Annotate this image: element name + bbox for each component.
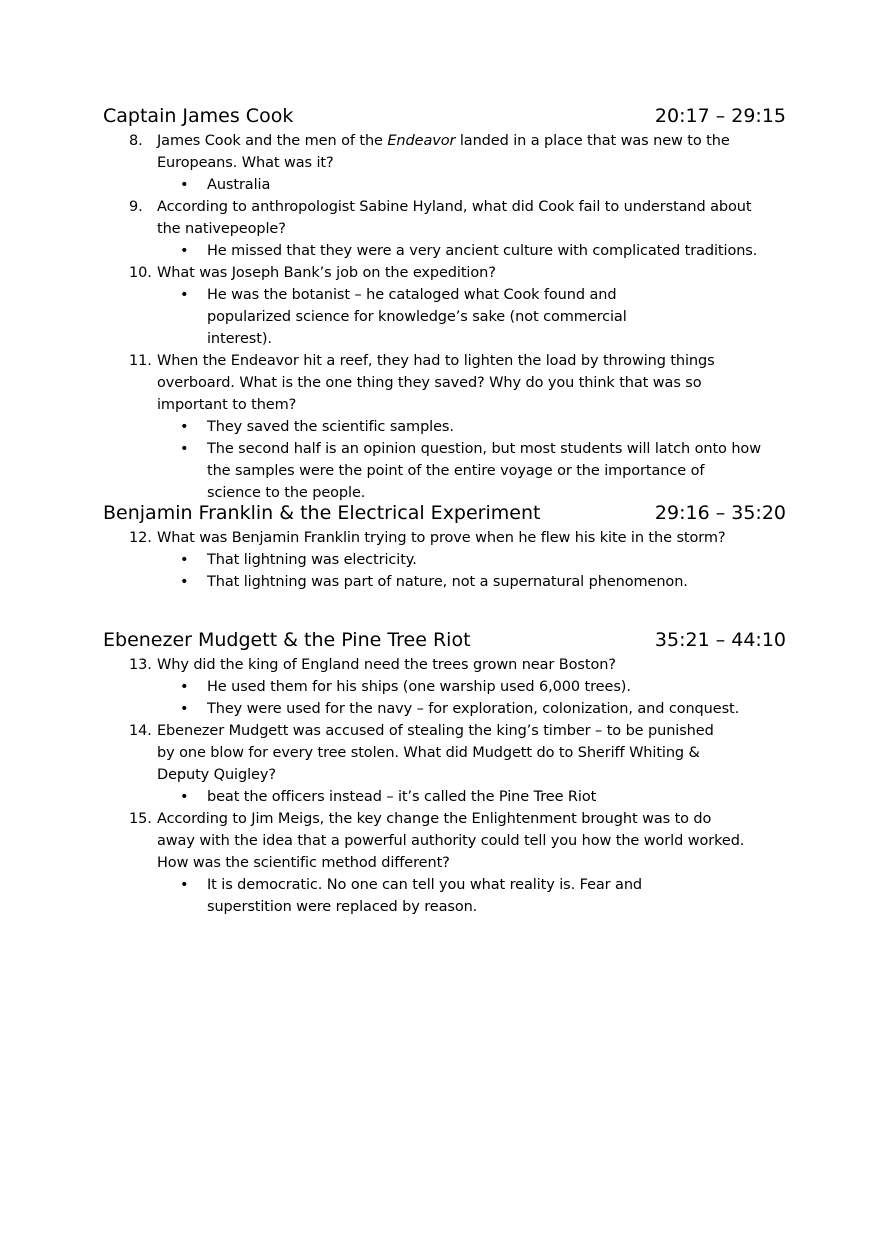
question-13 <box>0 654 757 676</box>
answer-bullet <box>0 416 767 438</box>
bullet-icon: • <box>180 679 189 695</box>
bullet-icon: • <box>180 419 189 435</box>
bullet-icon: • <box>180 552 189 568</box>
bullet-icon: • <box>180 287 189 303</box>
section-title: Ebenezer Mudgett & the Pine Tree Riot <box>103 629 471 651</box>
answer-bullet <box>0 284 677 350</box>
question-number: 14. <box>129 723 152 739</box>
question-11 <box>0 350 767 416</box>
answer-bullet <box>0 571 767 593</box>
answer-bullet <box>0 676 767 698</box>
section-timestamp: 35:21 – 44:10 <box>654 629 786 651</box>
section-timestamp: 20:17 – 29:15 <box>654 105 786 127</box>
bullet-icon: • <box>180 877 189 893</box>
answer-text: Australia <box>207 177 271 193</box>
question-text-part: James Cook and the men of the <box>157 133 388 149</box>
answer-text: They were used for the navy – for exploration, colonization, and conquest. <box>207 701 740 717</box>
answer-text: That lightning was electricity. <box>207 552 417 568</box>
question-text: Ebenezer Mudgett was accused of stealing the king’s timber – to be punished by one blow for every tree stolen. What did Mudgett do to Sheriff Whiting & Deputy Quigley? <box>157 723 714 783</box>
section-benjamin-franklin <box>0 499 880 593</box>
section-title: Benjamin Franklin & the Electrical Experiment <box>103 502 541 524</box>
bullet-icon: • <box>180 789 189 805</box>
section-heading <box>0 102 880 130</box>
question-number: 12. <box>129 530 152 546</box>
answer-text: beat the officers instead – it’s called the Pine Tree Riot <box>207 789 597 805</box>
question-text: According to Jim Meigs, the key change the Enlightenment brought was to do away with the idea that a powerful authority could tell you how the world worked. How was the scientific method different? <box>157 811 745 871</box>
question-15 <box>0 808 752 874</box>
question-text: What was Benjamin Franklin trying to prove when he flew his kite in the storm? <box>157 530 726 546</box>
question-text: According to anthropologist Sabine Hyland, what did Cook fail to understand about the nativepeople? <box>157 199 752 237</box>
question-12 <box>0 527 757 549</box>
answer-bullet <box>0 698 767 720</box>
question-10 <box>0 262 757 284</box>
question-9 <box>0 196 757 240</box>
question-number: 11. <box>129 353 152 369</box>
question-14 <box>0 720 732 786</box>
question-number: 13. <box>129 657 152 673</box>
answer-text: It is democratic. No one can tell you what reality is. Fear and superstition were replaced by reason. <box>207 877 643 915</box>
bullet-icon: • <box>180 441 189 457</box>
answer-bullet <box>0 874 727 918</box>
question-text: When the Endeavor hit a reef, they had to lighten the load by throwing things overboard. What is the one thing they saved? Why do you think that was so important to them? <box>157 353 715 413</box>
answer-bullet <box>0 786 767 808</box>
answer-text: He was the botanist – he cataloged what Cook found and popularized science for knowledge’s sake (not commercial interest). <box>207 287 627 347</box>
question-text: What was Joseph Bank’s job on the expedition? <box>157 265 496 281</box>
answer-text: He missed that they were a very ancient culture with complicated traditions. <box>207 243 758 259</box>
answer-text: The second half is an opinion question, but most students will latch onto how the samples were the point of the entire voyage or the importance of science to the people. <box>207 441 761 501</box>
question-text: Why did the king of England need the trees grown near Boston? <box>157 657 616 673</box>
section-captain-james-cook <box>0 102 880 504</box>
bullet-icon: • <box>180 177 189 193</box>
answer-bullet <box>0 549 767 571</box>
answer-bullet <box>0 174 767 196</box>
bullet-icon: • <box>180 701 189 717</box>
question-text-part: landed in a place that was new to the Europeans. What was it? <box>157 133 730 171</box>
answer-bullet <box>0 438 762 504</box>
section-heading <box>0 626 880 654</box>
section-title: Captain James Cook <box>103 105 294 127</box>
bullet-icon: • <box>180 574 189 590</box>
answer-text: That lightning was part of nature, not a supernatural phenomenon. <box>207 574 688 590</box>
answer-bullet <box>0 240 767 262</box>
section-heading <box>0 499 880 527</box>
section-ebenezer-mudgett <box>0 626 880 918</box>
question-8 <box>0 130 757 174</box>
question-number: 9. <box>129 199 143 215</box>
bullet-icon: • <box>180 243 189 259</box>
question-number: 8. <box>129 133 143 149</box>
ship-name: Endeavor <box>387 133 456 149</box>
section-timestamp: 29:16 – 35:20 <box>654 502 786 524</box>
answer-text: They saved the scientific samples. <box>207 419 454 435</box>
question-number: 10. <box>129 265 152 281</box>
answer-text: He used them for his ships (one warship used 6,000 trees). <box>207 679 631 695</box>
question-number: 15. <box>129 811 152 827</box>
